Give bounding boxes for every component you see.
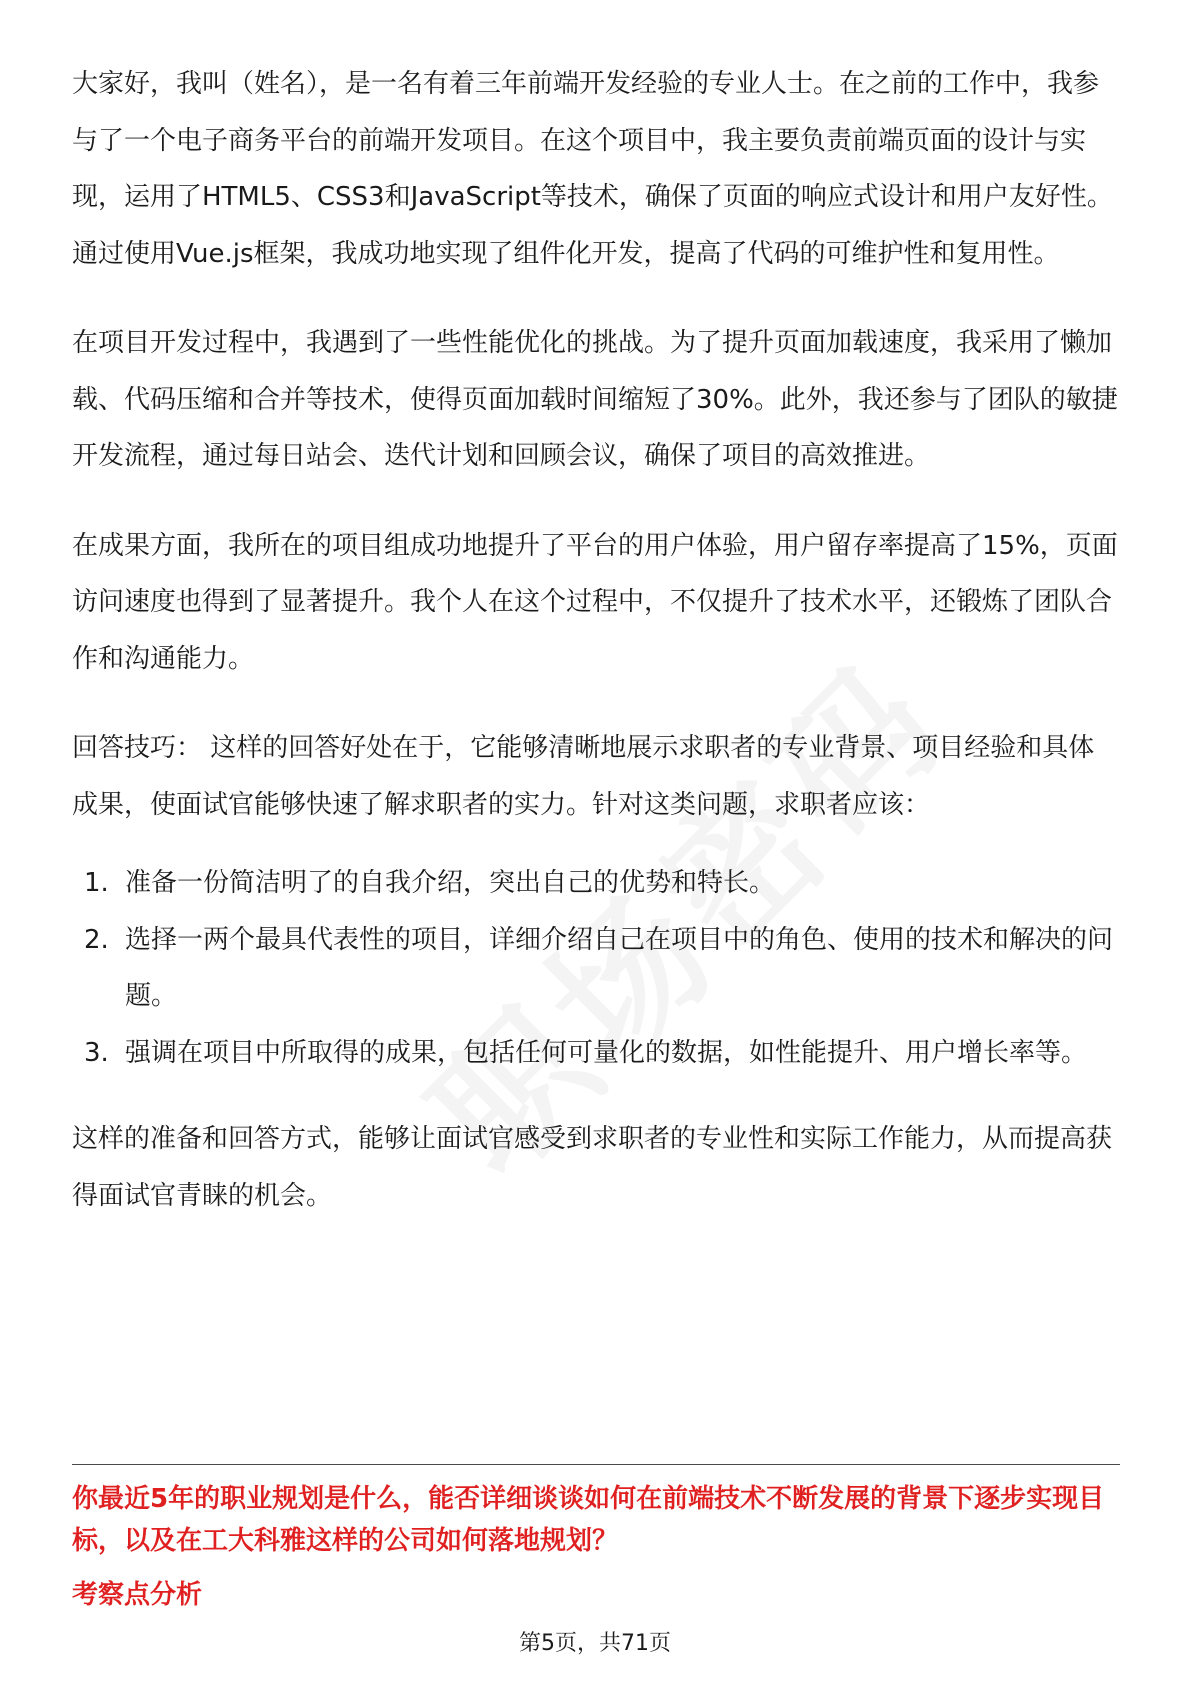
paragraph-intro: 大家好，我叫（姓名），是一名有着三年前端开发经验的专业人士。在之前的工作中，我参与了一个电子商务平台的前端开发项目。在这个项目中，我主要负责前端页面的设计与实现，运用了HTML5、CSS3和JavaScript等技术，确保了页面的响应式设计和用户友好性。通过使用Vue.js框架，我成功地实现了组件化开发，提高了代码的可维护性和复用性。 [72,69,1113,269]
document-body [72,56,1120,1224]
paragraph-closing: 这样的准备和回答方式，能够让面试官感受到求职者的专业性和实际工作能力，从而提高获得面试官青睐的机会。 [72,1124,1113,1211]
analysis-heading: 考察点分析 [72,1580,203,1610]
list-item-text: 选择一两个最具代表性的项目，详细介绍自己在项目中的角色、使用的技术和解决的问题。 [125,924,1114,1011]
list-item [72,1025,1120,1082]
paragraph-results: 在成果方面，我所在的项目组成功地提升了平台的用户体验，用户留存率提高了15%，页面访问速度也得到了显著提升。我个人在这个过程中，不仅提升了技术水平，还锻炼了团队合作和沟通能力。 [72,530,1118,674]
section-divider [72,1464,1120,1465]
page-footer: 第5页，共71页 [519,1631,671,1656]
list-item [72,912,1120,1025]
list-item [72,855,1120,912]
list-number: 2. [84,924,109,955]
list-item-text: 强调在项目中所取得的成果，包括任何可量化的数据，如性能提升、用户增长率等。 [125,1037,1088,1068]
paragraph-tips-intro: 回答技巧： 这样的回答好处在于，它能够清晰地展示求职者的专业背景、项目经验和具体成果，使面试官能够快速了解求职者的实力。针对这类问题，求职者应该： [72,733,1095,820]
list-item-text: 准备一份简洁明了的自我介绍，突出自己的优势和特长。 [125,868,776,898]
paragraph-challenges: 在项目开发过程中，我遇到了一些性能优化的挑战。为了提升页面加载速度，我采用了懒加载、代码压缩和合并等技术，使得页面加载时间缩短了30%。此外，我还参与了团队的敏捷开发流程，通过每日站会、迭代计划和回顾会议，确保了项目的高效推进。 [72,328,1118,471]
tips-list [72,855,1120,1081]
list-number: 3. [84,1037,109,1068]
next-question-heading: 你最近5年的职业规划是什么，能否详细谈谈如何在前端技术不断发展的背景下逐步实现目标，以及在工大科雅这样的公司如何落地规划？ [72,1484,1105,1556]
list-number: 1. [84,868,109,898]
